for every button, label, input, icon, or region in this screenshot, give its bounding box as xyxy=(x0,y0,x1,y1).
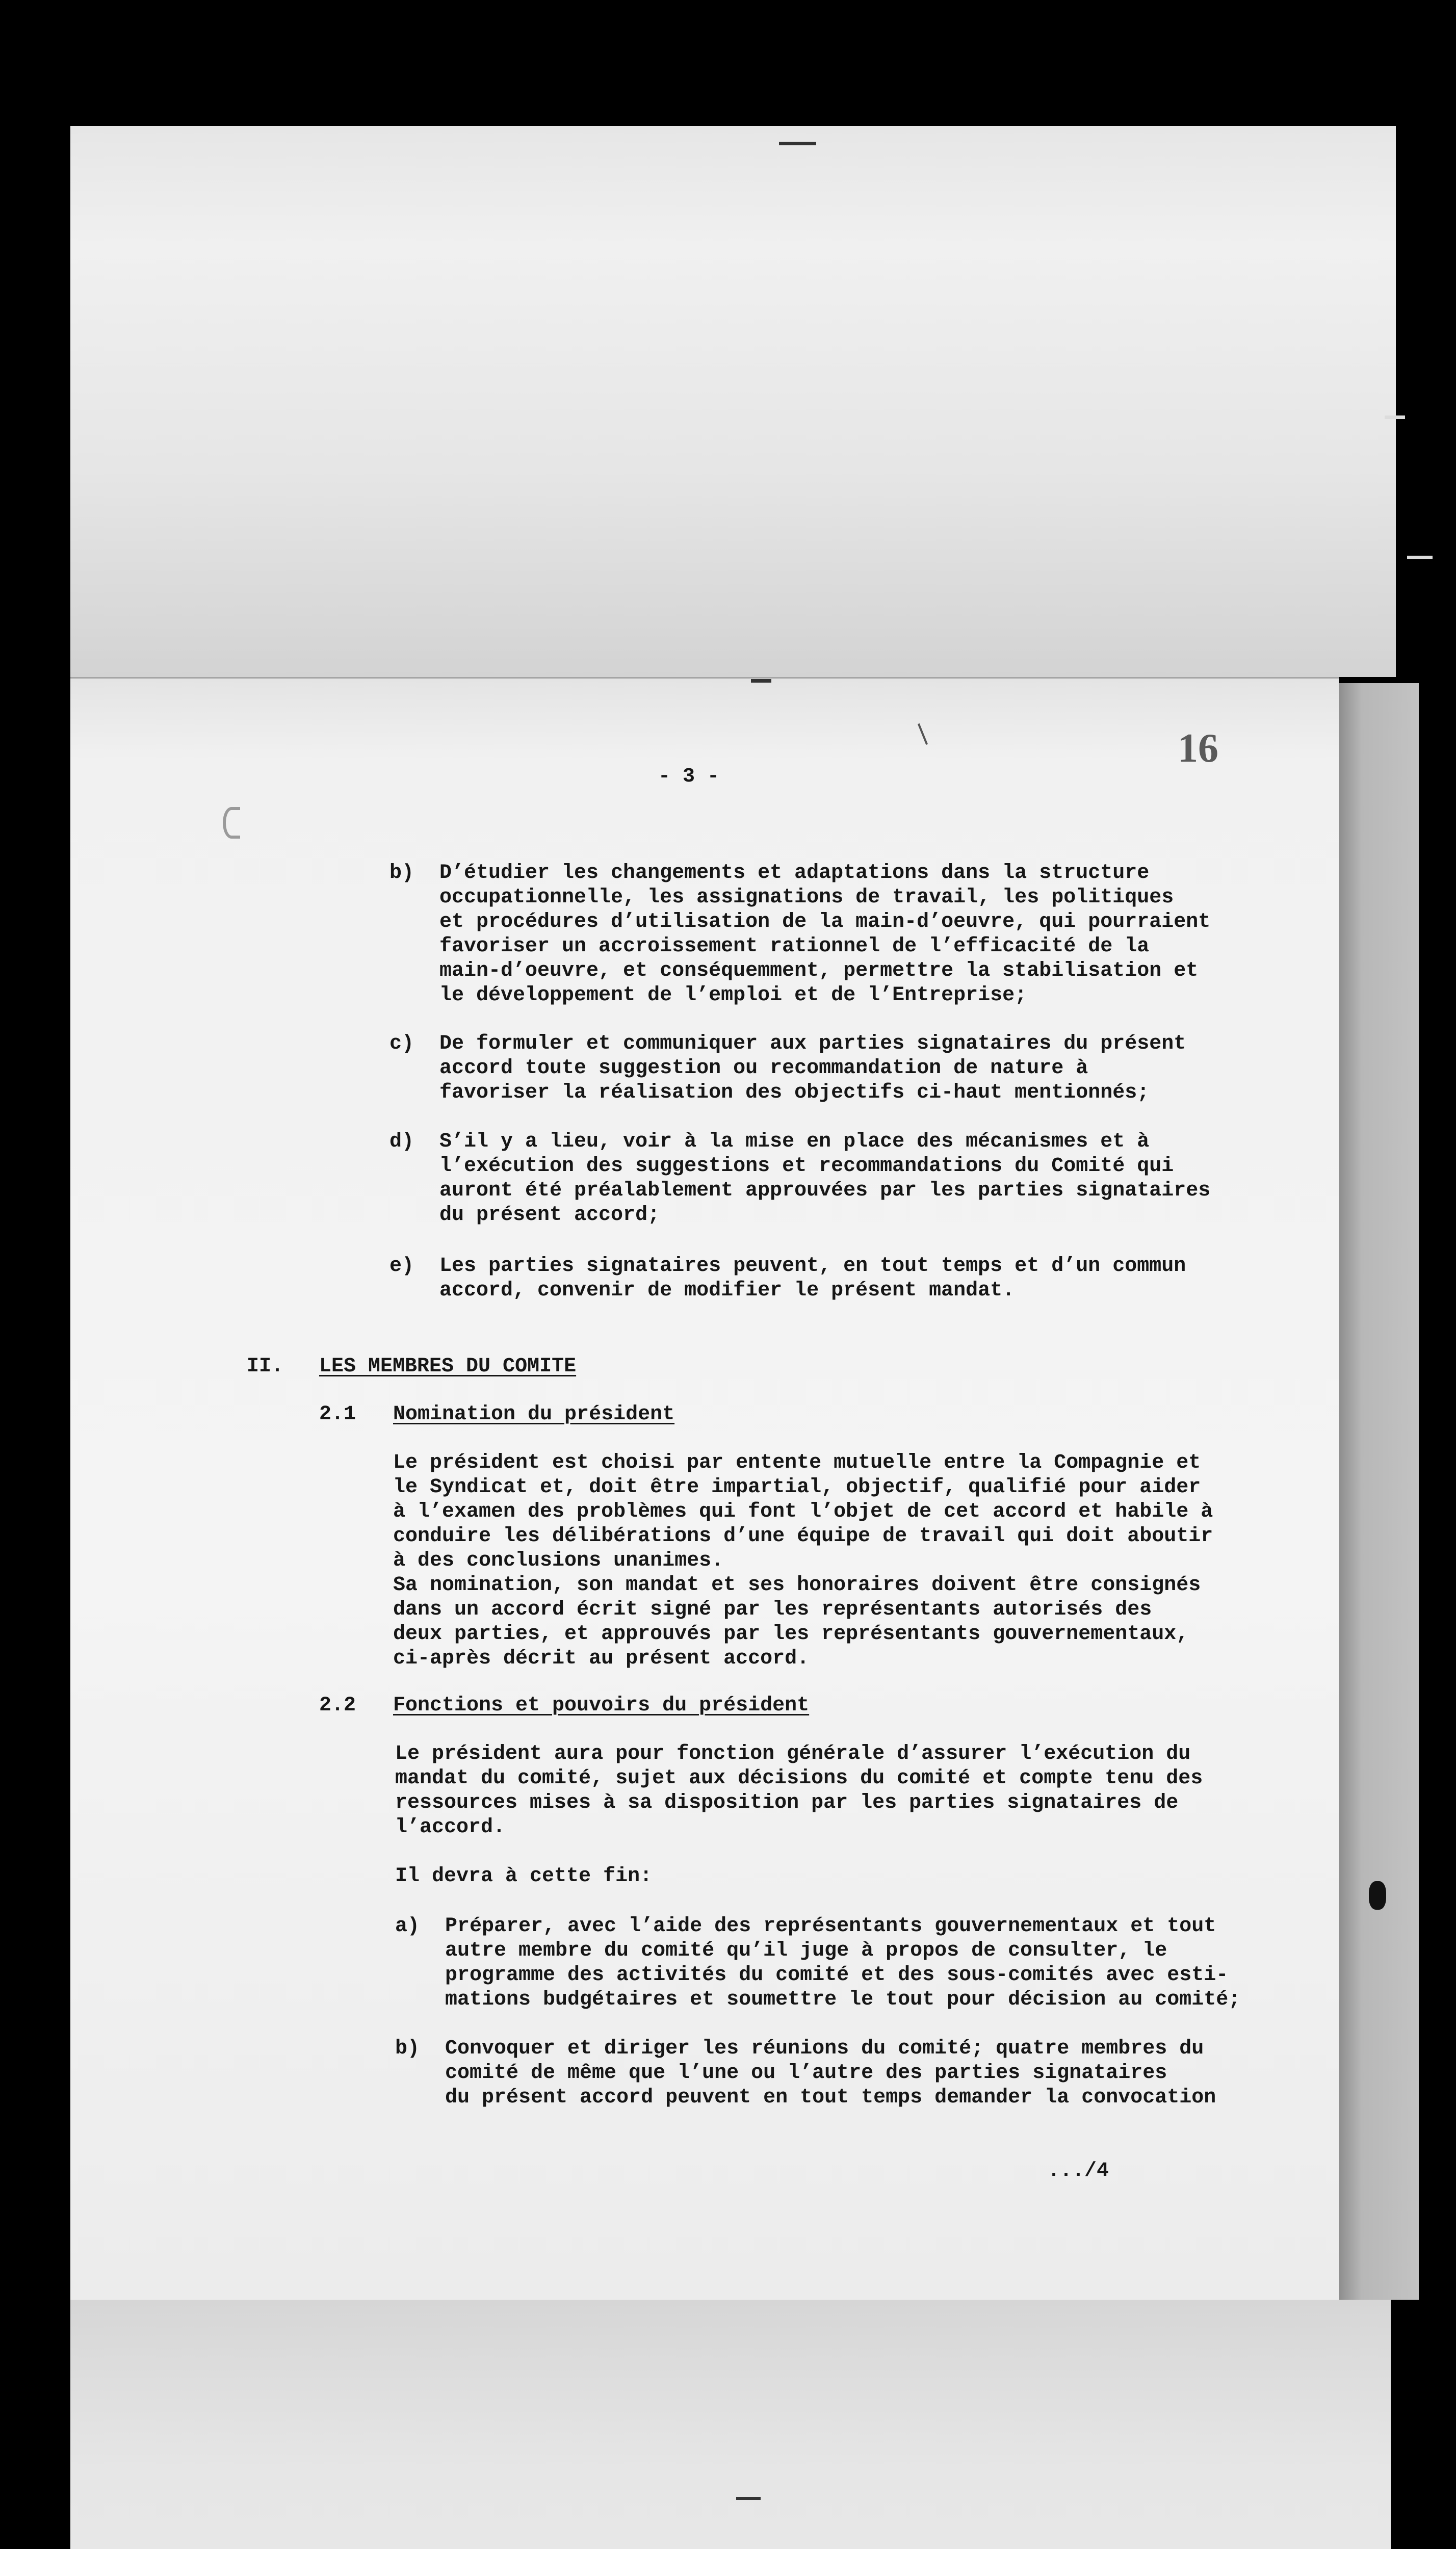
subsection-paragraph: Le président est choisi par entente mutuelle entre la Compagnie et le Syndicat et, doit être impartial, objectif, qualifié pour aider à l’examen des problèmes qui font l’objet de cet accord et habile à conduire les délibérations d’une équipe de travail qui doit aboutir à des conclusions unanimes. Sa nomination, son mandat et ses honoraires doivent être consignés dans un accord écrit signé par les représentants autorisés des deux parties, et approuvés par les représentants gouvernementaux, ci-après décrit au présent accord. xyxy=(393,1451,1213,1670)
section-title: LES MEMBRES DU COMITE xyxy=(319,1355,577,1378)
item-text: S’il y a lieu, voir à la mise en place des mécanismes et à l’exécution des suggestions et recommandations du Comité qui auront été préalablement approuvées par les parties signataires du présent accord; xyxy=(439,1130,1211,1227)
page-edge-shadow xyxy=(1339,683,1419,2300)
subsection-title: Nomination du président xyxy=(393,1403,675,1426)
punch-hole-mark xyxy=(223,807,240,839)
subsection-paragraph: Le président aura pour fonction générale d’assurer l’exécution du mandat du comité, sujet aux décisions du comité et compte tenu des ressources mises à sa disposition par les parties signataires de l’accord. xyxy=(395,1742,1203,1839)
item-label: b) xyxy=(395,2037,420,2060)
item-text: De formuler et communiquer aux parties signataires du présent accord toute suggestion ou recommandation de nature à favoriser la réalisation des objectifs ci-haut mentionnés; xyxy=(439,1032,1186,1104)
film-mark-bottom xyxy=(736,2497,761,2500)
subsection-number: 2.2 xyxy=(319,1694,356,1717)
list-intro: Il devra à cette fin: xyxy=(395,1865,653,1888)
item-text: D’étudier les changements et adaptations dans la structure occupationnelle, les assignations de travail, les politiques et procédures d’utilisation de la main-d’oeuvre, qui pourraient favoriser un accroissement rationnel de l’efficacité de la main-d’oeuvre, et conséquemment, permettre la stabilisation et le développement de l’emploi et de l’Entreprise; xyxy=(439,862,1211,1007)
page-number: - 3 - xyxy=(658,765,720,788)
item-label: d) xyxy=(389,1130,414,1153)
film-mark-right xyxy=(1385,415,1405,419)
film-mark-right xyxy=(1407,556,1433,559)
scan-blot-mark xyxy=(1369,1881,1386,1910)
section-numeral: II. xyxy=(247,1355,284,1378)
film-frame-bottom xyxy=(70,2300,1391,2549)
page-top-mark xyxy=(751,679,771,683)
film-frame-top xyxy=(70,126,1396,677)
item-text: Convoquer et diriger les réunions du comité; quatre membres du comité de même que l’une ou l’autre des parties signataires du présent accord peuvent en tout temps demander la convocation xyxy=(445,2037,1216,2109)
subsection-title: Fonctions et pouvoirs du président xyxy=(393,1694,810,1717)
item-text: Les parties signataires peuvent, en tout temps et d’un commun accord, convenir de modifier le présent mandat. xyxy=(439,1255,1186,1302)
page-stamp-number: 16 xyxy=(1178,726,1218,771)
item-label: a) xyxy=(395,1915,420,1938)
item-label: b) xyxy=(389,862,414,885)
item-text: Préparer, avec l’aide des représentants gouvernementaux et tout autre membre du comité qu’il juge à propos de consulter, le programme des activités du comité et des sous-comités avec esti- mations budgétaires et soumettre le tout pour décision au comité; xyxy=(445,1915,1241,2011)
document-page xyxy=(70,677,1339,2300)
subsection-number: 2.1 xyxy=(319,1403,356,1426)
item-label: e) xyxy=(389,1255,414,1278)
item-label: c) xyxy=(389,1032,414,1055)
film-mark-top xyxy=(779,142,816,145)
continuation-marker: .../4 xyxy=(1048,2160,1109,2182)
